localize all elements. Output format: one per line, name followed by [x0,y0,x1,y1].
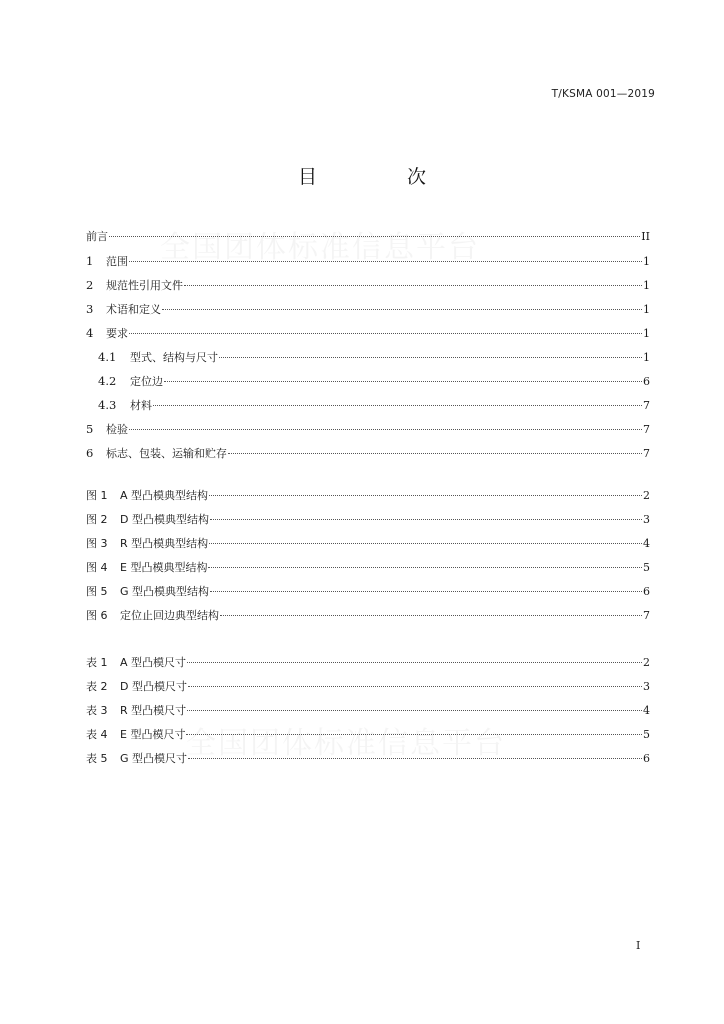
figure-label: R 型凸模典型结构 [120,537,209,550]
figure-page: 6 [643,585,650,598]
figure-label: A 型凸模典型结构 [120,489,209,502]
toc-entry-foreword[interactable] [86,229,650,253]
toc-entry-page: 1 [643,279,650,292]
table-page: 2 [643,656,650,669]
toc-entry-page: 7 [643,447,650,460]
toc-entry-number: 2 [86,278,94,292]
toc-entry-page: 6 [643,375,650,388]
toc-entry-number: 4.3 [98,398,117,412]
dot-leader [109,236,640,237]
toc-table-entry[interactable] [86,655,650,679]
toc-subentry[interactable] [86,373,650,397]
toc-entry-page: II [641,230,650,243]
toc-figure-list [86,488,650,632]
toc-entry-number: 6 [86,446,94,460]
figure-number: 图 2 [86,513,108,526]
table-number: 表 4 [86,728,108,741]
toc-entry-number: 3 [86,302,94,316]
toc-main-list [86,229,650,469]
toc-entry-label: 标志、包装、运输和贮存 [106,447,227,460]
dot-leader [210,591,642,592]
dot-leader [129,429,642,430]
toc-entry-page: 1 [643,327,650,340]
toc-subentry[interactable] [86,397,650,421]
dot-leader [187,710,642,711]
toc-entry-number: 5 [86,422,94,436]
figure-page: 3 [643,513,650,526]
table-label: A 型凸模尺寸 [120,656,187,669]
table-page: 5 [643,728,650,741]
table-number: 表 1 [86,656,108,669]
toc-entry-label: 定位边 [130,375,163,388]
toc-entry[interactable] [86,421,650,445]
toc-figure-entry[interactable] [86,488,650,512]
dot-leader [187,662,642,663]
figure-label: D 型凸模典型结构 [120,513,209,526]
toc-entry[interactable] [86,325,650,349]
table-label: R 型凸模尺寸 [120,704,187,717]
dot-leader [220,615,642,616]
table-label: E 型凸模尺寸 [120,728,186,741]
toc-table-entry[interactable] [86,703,650,727]
table-label: G 型凸模尺寸 [120,752,188,765]
toc-table-entry[interactable] [86,727,650,751]
dot-leader [188,686,642,687]
toc-entry-page: 1 [643,303,650,316]
figure-number: 图 5 [86,585,108,598]
figure-label: E 型凸模典型结构 [120,561,208,574]
dot-leader [162,309,642,310]
toc-entry[interactable] [86,277,650,301]
toc-entry-label: 前言 [86,230,108,243]
toc-entry-label: 术语和定义 [106,303,161,316]
figure-label: 定位止回边典型结构 [120,609,219,622]
figure-page: 7 [643,609,650,622]
dot-leader [219,357,642,358]
toc-entry-number: 4.1 [98,350,117,364]
toc-figure-entry[interactable] [86,536,650,560]
dot-leader [188,758,642,759]
dot-leader [186,734,642,735]
toc-figure-entry[interactable] [86,584,650,608]
figure-page: 2 [643,489,650,502]
table-page: 4 [643,704,650,717]
toc-entry-label: 要求 [106,327,128,340]
figure-number: 图 4 [86,561,108,574]
dot-leader [153,405,642,406]
toc-entry[interactable] [86,253,650,277]
dot-leader [129,333,642,334]
toc-entry-page: 7 [643,423,650,436]
toc-entry-page: 1 [643,351,650,364]
dot-leader [228,453,642,454]
figure-page: 5 [643,561,650,574]
dot-leader [210,519,642,520]
dot-leader [208,567,642,568]
dot-leader [209,543,642,544]
dot-leader [129,261,642,262]
toc-figure-entry[interactable] [86,560,650,584]
toc-entry-number: 4 [86,326,94,340]
table-label: D 型凸模尺寸 [120,680,187,693]
figure-label: G 型凸模典型结构 [120,585,210,598]
table-number: 表 3 [86,704,108,717]
toc-figure-entry[interactable] [86,512,650,536]
footer-page-number: I [636,939,641,952]
toc-entry-number: 4.2 [98,374,117,388]
dot-leader [184,285,642,286]
table-number: 表 2 [86,680,108,693]
figure-number: 图 6 [86,609,108,622]
document-code: T/KSMA 001—2019 [551,88,655,100]
table-page: 6 [643,752,650,765]
toc-entry-label: 范围 [106,255,128,268]
figure-number: 图 3 [86,537,108,550]
figure-page: 4 [643,537,650,550]
figure-number: 图 1 [86,489,108,502]
dot-leader [209,495,642,496]
toc-entry-label: 材料 [130,399,152,412]
toc-entry[interactable] [86,301,650,325]
toc-table-list [86,655,650,775]
toc-entry-label: 规范性引用文件 [106,279,183,292]
table-page: 3 [643,680,650,693]
toc-entry-page: 1 [643,255,650,268]
table-number: 表 5 [86,752,108,765]
toc-entry-page: 7 [643,399,650,412]
toc-title: 目 次 [297,166,469,188]
toc-table-entry[interactable] [86,751,650,775]
toc-entry-label: 检验 [106,423,128,436]
toc-entry-number: 1 [86,254,94,268]
toc-entry-label: 型式、结构与尺寸 [130,351,218,364]
toc-entry[interactable] [86,445,650,469]
dot-leader [164,381,642,382]
toc-figure-entry[interactable] [86,608,650,632]
toc-subentry[interactable] [86,349,650,373]
toc-table-entry[interactable] [86,679,650,703]
